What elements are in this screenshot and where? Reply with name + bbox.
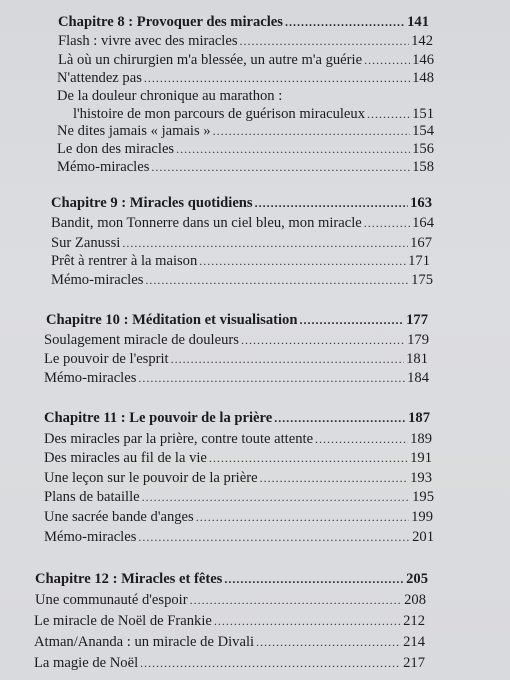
leader-dots: [285, 13, 405, 31]
leader-dots: [241, 331, 405, 349]
chapter-title: Chapitre 9 : Miracles quotidiens: [51, 195, 253, 211]
toc-entry: [44, 331, 429, 349]
toc-entry: [44, 449, 432, 467]
leader-dots: [199, 252, 406, 270]
leader-dots: [190, 591, 403, 609]
chapter-heading: [44, 409, 430, 427]
entry-title: Le don des miracles: [57, 141, 175, 157]
leader-dots: [176, 140, 410, 158]
leader-dots: [145, 271, 409, 289]
leader-dots: [315, 430, 408, 448]
toc-entry: [58, 32, 433, 50]
toc-entry: [44, 350, 428, 368]
toc-entry: [35, 591, 426, 609]
toc-entry: [34, 633, 425, 651]
page-number: 193: [410, 470, 432, 486]
entry-title: Des miracles par la prière, contre toute attente: [44, 431, 314, 447]
entry-title: Mémo-miracles: [57, 159, 150, 175]
page-number: 141: [407, 14, 429, 30]
toc-entry: [51, 214, 434, 232]
entry-title: Une sacrée bande d'anges: [44, 509, 194, 525]
leader-dots: [144, 69, 410, 87]
entry-title: Le miracle de Noël de Frankie: [34, 613, 212, 629]
leader-dots: [367, 105, 410, 123]
page-number: 189: [410, 431, 432, 447]
entry-title: Le pouvoir de l'esprit: [44, 351, 169, 367]
entry-title: Une leçon sur le pouvoir de la prière: [44, 470, 258, 486]
entry-title: Mémo-miracles: [44, 370, 137, 386]
page-number: 164: [412, 215, 434, 231]
chapter-title: Chapitre 10 : Méditation et visualisation: [46, 312, 298, 328]
leader-dots: [260, 469, 409, 487]
entry-title: N'attendez pas: [57, 70, 142, 86]
page-number: 156: [412, 141, 434, 157]
toc-entry: [51, 234, 432, 252]
entry-title: Flash : vivre avec des miracles: [58, 33, 238, 49]
leader-dots: [138, 369, 405, 387]
leader-dots: [256, 633, 401, 651]
chapter-heading: [35, 570, 428, 588]
entry-title: Plans de bataille: [44, 489, 140, 505]
toc-entry: [57, 87, 434, 105]
entry-title: La magie de Noël: [34, 655, 139, 671]
toc-entry: [44, 469, 432, 487]
leader-dots: [240, 32, 410, 50]
leader-dots: [299, 311, 404, 329]
entry-title: Là où un chirurgien m'a blessée, un autre m'a guérie: [58, 52, 363, 68]
toc-entry: [44, 488, 434, 506]
page-number: 201: [412, 529, 434, 545]
chapter-heading: [46, 311, 428, 329]
entry-title: Soulagement miracle de douleurs: [44, 332, 239, 348]
chapter-heading: [58, 13, 429, 31]
page-number: 181: [406, 351, 428, 367]
leader-dots: [274, 409, 406, 427]
toc-entry: [57, 122, 434, 140]
page-number: 148: [412, 70, 434, 86]
page-number: 205: [406, 571, 428, 587]
entry-title: Mémo-miracles: [44, 529, 137, 545]
toc-entry: [57, 69, 434, 87]
page-number: 158: [412, 159, 434, 175]
page-number: 191: [410, 450, 432, 466]
toc-entry: [44, 528, 434, 546]
page-number: 146: [412, 52, 434, 68]
toc-entry: [44, 369, 429, 387]
toc-entry: [44, 430, 432, 448]
leader-dots: [213, 122, 411, 140]
page-number: 142: [411, 33, 433, 49]
page-number: 171: [408, 253, 430, 269]
page-number: 208: [404, 592, 426, 608]
leader-dots: [364, 51, 410, 69]
leader-dots: [364, 214, 410, 232]
page-number: 187: [408, 410, 430, 426]
leader-dots: [224, 570, 404, 588]
leader-dots: [138, 528, 410, 546]
page-number: 179: [407, 332, 429, 348]
leader-dots: [209, 449, 408, 467]
entry-title: Prêt à rentrer à la maison: [51, 253, 198, 269]
toc-entry: [58, 51, 434, 69]
page-number: 167: [410, 235, 432, 251]
toc-entry: [51, 252, 430, 270]
chapter-heading: [51, 194, 432, 212]
entry-title: l'histoire de mon parcours de guérison miraculeux: [73, 106, 365, 122]
toc-entry: [51, 271, 433, 289]
leader-dots: [171, 350, 404, 368]
toc-entry: [34, 612, 425, 630]
entry-title: Mémo-miracles: [51, 272, 144, 288]
toc-entry-continued: [73, 105, 434, 123]
toc-entry: [57, 140, 434, 158]
leader-dots: [151, 158, 410, 176]
page-number: 212: [403, 613, 425, 629]
leader-dots: [122, 234, 408, 252]
page-number: 163: [410, 195, 432, 211]
entry-title: Une communauté d'espoir: [35, 592, 188, 608]
page-number: 199: [411, 509, 433, 525]
toc-entry: [34, 654, 425, 672]
entry-title: Bandit, mon Tonnerre dans un ciel bleu, mon miracle: [51, 215, 362, 231]
page-number: 214: [403, 634, 425, 650]
page-number: 184: [407, 370, 429, 386]
page-number: 154: [412, 123, 434, 139]
leader-dots: [214, 612, 401, 630]
toc-entry: [44, 508, 433, 526]
leader-dots: [142, 488, 410, 506]
leader-dots: [140, 654, 401, 672]
chapter-title: Chapitre 12 : Miracles et fêtes: [35, 571, 223, 587]
entry-title: Ne dites jamais « jamais »: [57, 123, 211, 139]
toc-entry: [57, 158, 434, 176]
page-number: 151: [412, 106, 434, 122]
entry-title: Sur Zanussi: [51, 235, 121, 251]
leader-dots: [196, 508, 409, 526]
leader-dots: [255, 194, 409, 212]
page-number: 175: [411, 272, 433, 288]
entry-title: Des miracles au fil de la vie: [44, 450, 207, 466]
page-number: 217: [403, 655, 425, 671]
page-number: 177: [406, 312, 428, 328]
entry-title: De la douleur chronique au marathon :: [57, 88, 283, 104]
chapter-title: Chapitre 8 : Provoquer des miracles: [58, 14, 283, 30]
chapter-title: Chapitre 11 : Le pouvoir de la prière: [44, 410, 273, 426]
page-number: 195: [412, 489, 434, 505]
entry-title: Atman/Ananda : un miracle de Divali: [34, 634, 255, 650]
